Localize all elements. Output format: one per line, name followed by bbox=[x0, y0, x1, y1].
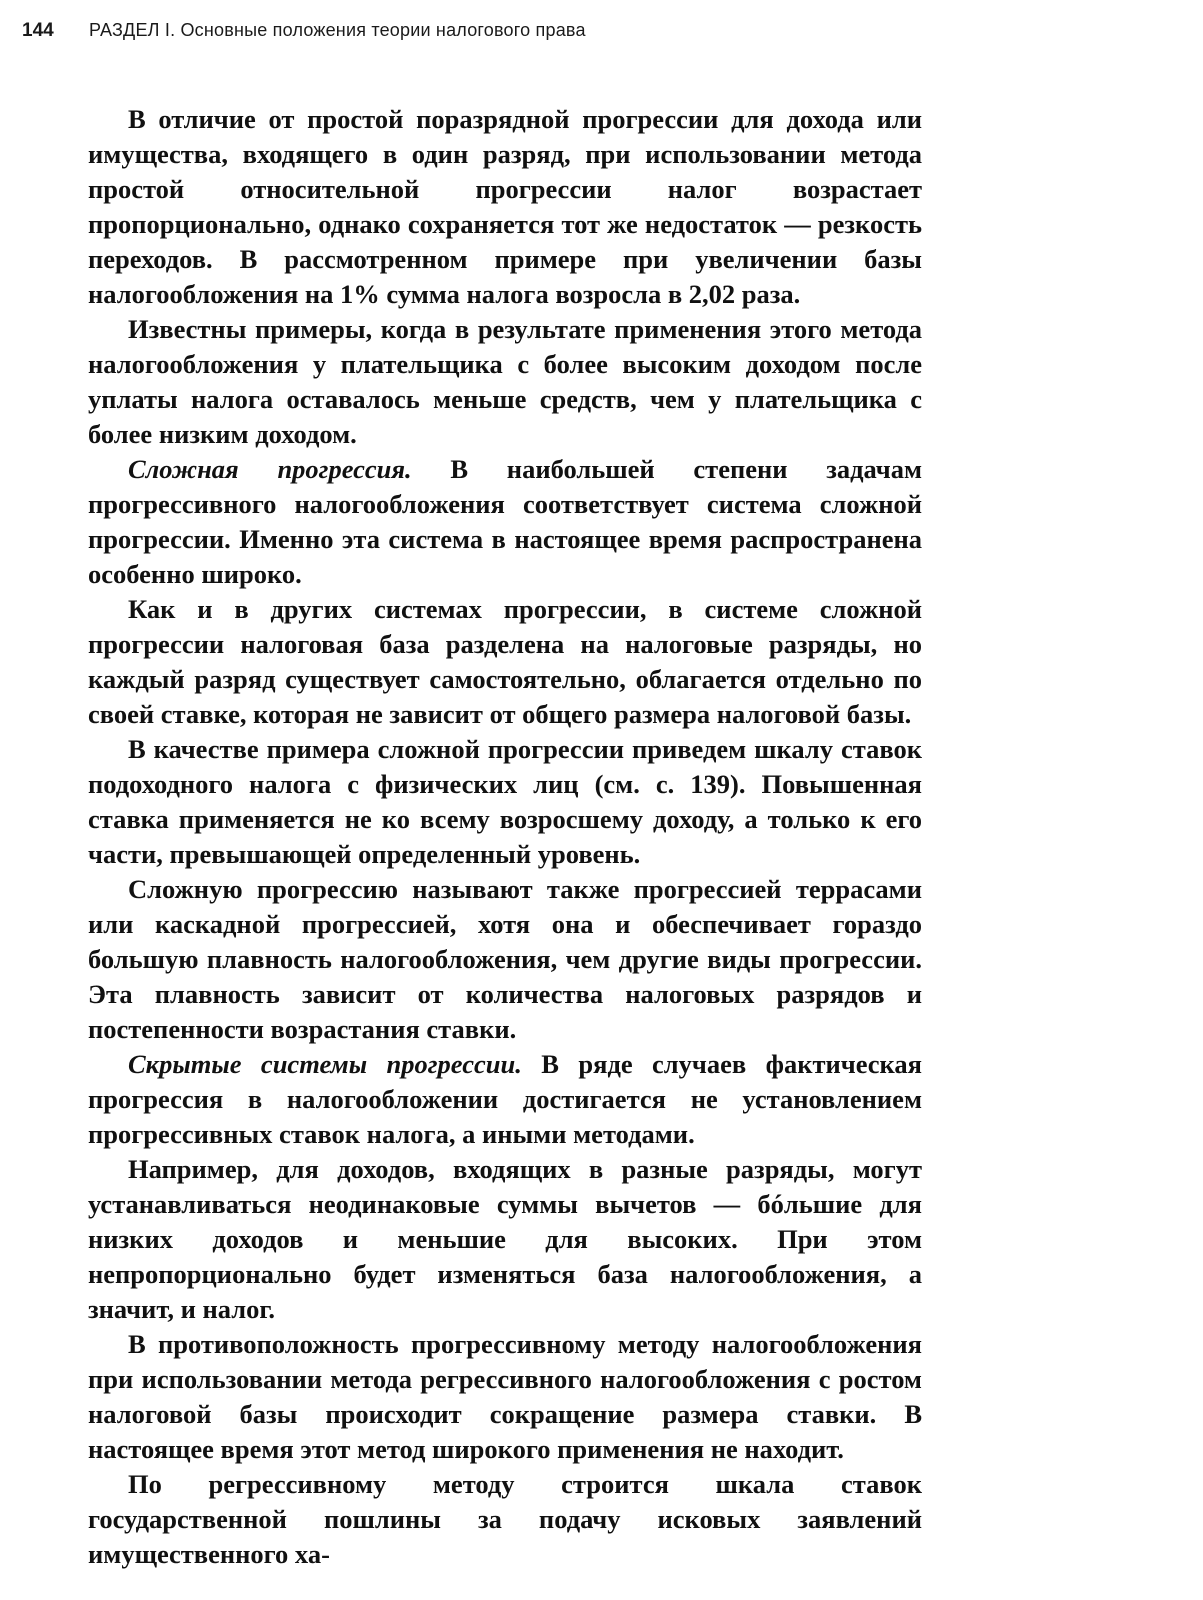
paragraph-lead: Сложная прогрессия. bbox=[128, 454, 412, 484]
paragraph bbox=[88, 732, 922, 872]
paragraph bbox=[88, 452, 922, 592]
paragraph-text: В отличие от простой поразрядной прогрессии для дохода или имущества, входящего в один разряд, при использовании метода простой относительной прогрессии налог возрастает пропорционально, однако сохраняется тот же недостаток — резкость переходов. В рассмотренном примере при увеличении базы налогообложения на 1% сумма налога возросла в 2,02 раза. bbox=[88, 104, 922, 309]
running-head bbox=[22, 20, 586, 42]
paragraph bbox=[88, 102, 922, 312]
paragraph-text: По регрессивному методу строится шкала ставок государственной пошлины за подачу исковых заявлений имущественного ха- bbox=[88, 1469, 922, 1569]
paragraph-text: В качестве примера сложной прогрессии приведем шкалу ставок подоходного налога с физических лиц (см. с. 139). Повышенная ставка применяется не ко всему возросшему доходу, а только к его части, превышающей определенный уровень. bbox=[88, 734, 922, 869]
paragraph bbox=[88, 312, 922, 452]
page-number: 144 bbox=[22, 20, 54, 41]
paragraph bbox=[88, 1152, 922, 1327]
paragraph-text: Например, для доходов, входящих в разные разряды, могут устанавливаться неодинаковые суммы вычетов — бóльшие для низких доходов и меньшие для высоких. При этом непропорционально будет изменяться база налогообложения, а значит, и налог. bbox=[88, 1154, 922, 1324]
paragraph-text: Сложную прогрессию называют также прогрессией террасами или каскадной прогрессией, хотя она и обеспечивает гораздо большую плавность налогообложения, чем другие виды прогрессии. Эта плавность зависит от количества налоговых разрядов и постепенности возрастания ставки. bbox=[88, 874, 922, 1044]
paragraph bbox=[88, 872, 922, 1047]
paragraph-text: В наибольшей степени задачам прогрессивного налогообложения соответствует система сложной прогрессии. Именно эта система в настоящее время распространена особенно широко. bbox=[88, 454, 922, 589]
paragraph-text: В противоположность прогрессивному методу налогообложения при использовании метода регрессивного налогообложения с ростом налоговой базы происходит сокращение размера ставки. В настоящее время этот метод широкого применения не находит. bbox=[88, 1329, 922, 1464]
body-text bbox=[88, 102, 922, 1572]
paragraph-lead: Скрытые системы прогрессии. bbox=[128, 1049, 522, 1079]
paragraph-text: Как и в других системах прогрессии, в системе сложной прогрессии налоговая база разделена на налоговые разряды, но каждый разряд существует самостоятельно, облагается отдельно по своей ставке, которая не зависит от общего размера налоговой базы. bbox=[88, 594, 922, 729]
paragraph bbox=[88, 1047, 922, 1152]
paragraph bbox=[88, 592, 922, 732]
section-title: РАЗДЕЛ I. Основные положения теории налогового права bbox=[88, 20, 586, 40]
paragraph bbox=[88, 1467, 922, 1572]
paragraph-text: Известны примеры, когда в результате применения этого метода налогообложения у плательщика с более высоким доходом после уплаты налога оставалось меньше средств, чем у плательщика с более низким доходом. bbox=[88, 314, 922, 449]
paragraph-text: В ряде случаев фактическая прогрессия в налогообложении достигается не установлением прогрессивных ставок налога, а иными методами. bbox=[88, 1049, 923, 1149]
paragraph bbox=[88, 1327, 922, 1467]
